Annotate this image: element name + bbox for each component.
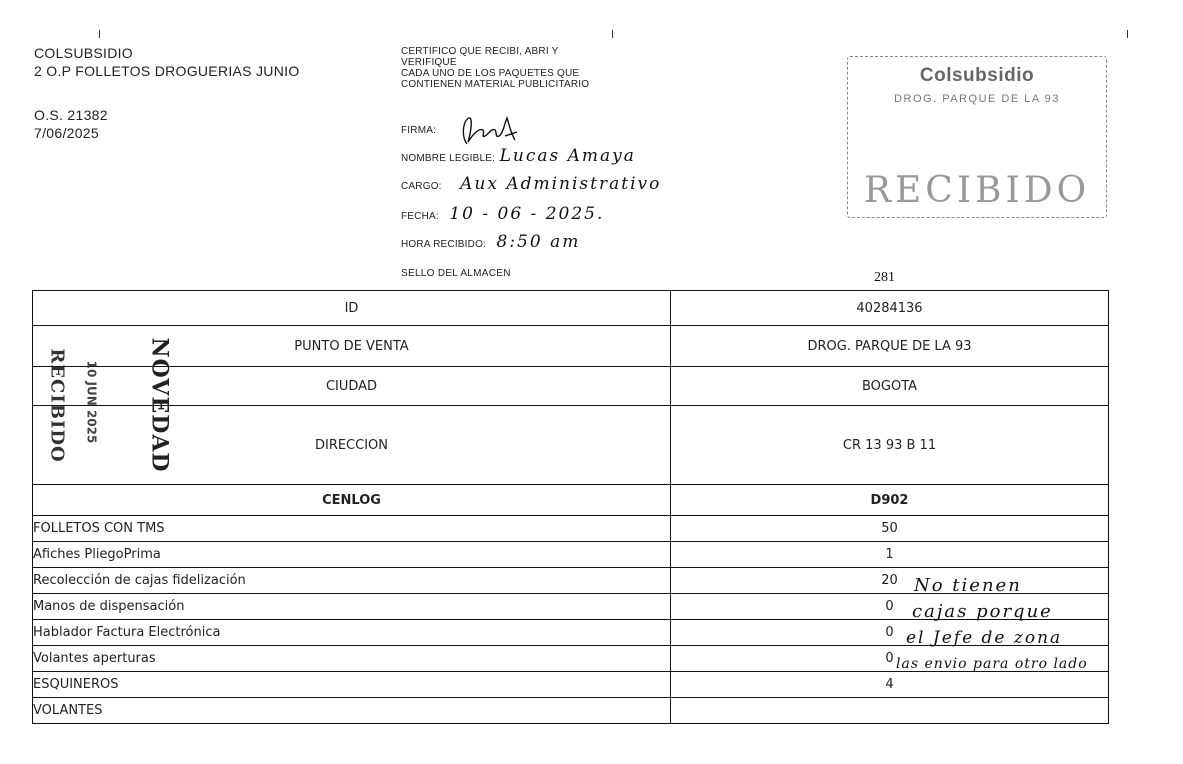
cert-line: CONTIENEN MATERIAL PUBLICITARIO [401,79,590,90]
cenlog-label: CENLOG [33,485,671,516]
item-value: 0 [671,594,1109,620]
hora-label: HORA RECIBIDO: [401,239,487,250]
side-stamp-novedad: NOVEDAD [146,337,173,473]
item-label: Manos de dispensación [33,594,671,620]
item-label: ESQUINEROS [33,672,671,698]
company-name: COLSUBSIDIO [34,45,133,61]
fecha-label: FECHA: [401,211,439,222]
direccion-label: DIRECCION [33,406,671,485]
header-left [34,44,300,142]
nombre-label: NOMBRE LEGIBLE: [401,153,496,164]
scan-mark [99,30,100,38]
cargo-value: Aux Administrativo [460,174,662,194]
item-value: 50 [671,516,1109,542]
table-row [33,672,1109,698]
annotation-line1: No tienen [914,575,1022,596]
id-label: ID [33,291,671,326]
side-stamp-recibido: RECIBIDO [46,348,68,463]
nombre-value: Lucas Amaya [499,146,636,166]
item-label: FOLLETOS CON TMS [33,516,671,542]
direccion-value: CR 13 93 B 11 [671,406,1109,485]
order-number: O.S. 21382 [34,107,108,123]
item-label: Hablador Factura Electrónica [33,620,671,646]
ciudad-label: CIUDAD [33,367,671,406]
cargo-label: CARGO: [401,181,442,192]
table-row [33,542,1109,568]
item-label: Afiches PliegoPrima [33,542,671,568]
firma-label: FIRMA: [401,125,437,136]
fecha-field [401,204,604,224]
stamp-store: DROG. PARQUE DE LA 93 [894,93,1060,105]
page-number: 281 [874,270,895,285]
certificate-text [401,46,701,90]
item-value: 20 [671,568,1109,594]
annotation-line2: cajas porque [912,601,1053,622]
campaign-title: 2 O.P FOLLETOS DROGUERIAS JUNIO [34,63,300,79]
cargo-field [401,174,661,194]
signature-icon [459,114,529,148]
annotation-line4: las envio para otro lado [896,656,1088,672]
cert-line: CERTIFICO QUE RECIBI, ABRI Y [401,46,559,57]
scan-mark [612,30,613,38]
ciudad-value: BOGOTA [671,367,1109,406]
item-value: 1 [671,542,1109,568]
item-value [671,698,1109,724]
table-row [33,698,1109,724]
cenlog-value: D902 [671,485,1109,516]
sello-label: SELLO DEL ALMACEN [401,268,511,279]
annotation-line3: el Jefe de zona [906,628,1063,648]
nombre-field [401,146,636,166]
hora-value: 8:50 am [496,232,581,252]
item-label: Volantes aperturas [33,646,671,672]
table-row [33,516,1109,542]
stamp-status: RECIBIDO [863,170,1091,211]
id-value: 40284136 [671,291,1109,326]
received-stamp [847,56,1107,218]
order-date: 7/06/2025 [34,125,99,141]
cert-line: CADA UNO DE LOS PAQUETES QUE [401,68,580,79]
item-value: 4 [671,672,1109,698]
scan-mark [1127,30,1128,38]
item-label: Recolección de cajas fidelización [33,568,671,594]
item-label: VOLANTES [33,698,671,724]
pdv-value: DROG. PARQUE DE LA 93 [671,326,1109,367]
firma-field [401,120,436,138]
side-stamp [40,337,173,473]
hora-field [401,232,580,252]
pdv-label: PUNTO DE VENTA [294,338,409,354]
cert-line: VERIFIQUE [401,57,457,68]
fecha-value: 10 - 06 - 2025. [449,204,605,224]
item-value: 0 [671,646,1109,672]
stamp-brand: Colsubsidio [919,65,1035,86]
item-value: 0 [671,620,1109,646]
side-stamp-date: 10 JUN 2025 [84,360,99,444]
